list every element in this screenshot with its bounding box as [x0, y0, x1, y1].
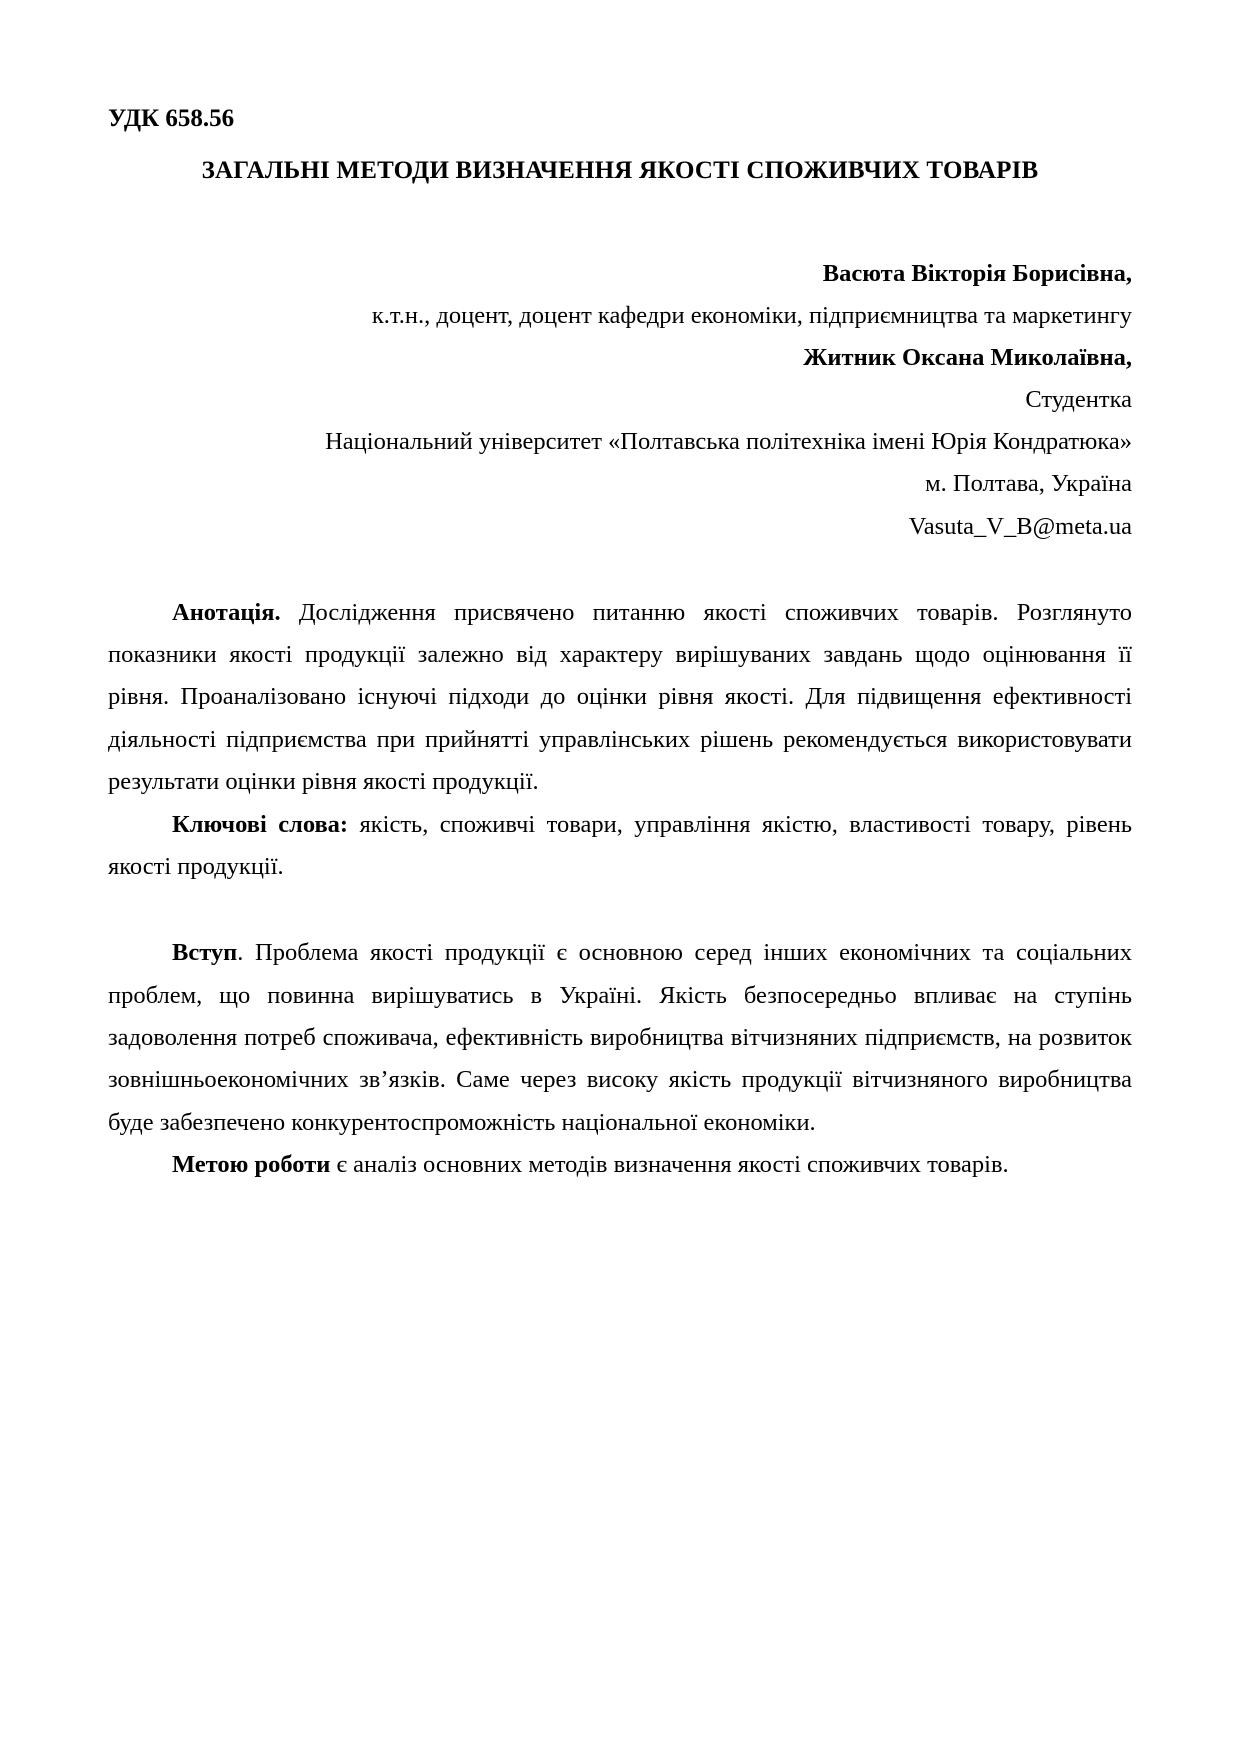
purpose-label: Метою роботи — [172, 1151, 331, 1179]
intro-paragraph — [108, 932, 1132, 1144]
abstract-section — [108, 592, 1132, 889]
page-title: ЗАГАЛЬНІ МЕТОДИ ВИЗНАЧЕННЯ ЯКОСТІ СПОЖИВЧИХ ТОВАРІВ — [201, 157, 1039, 184]
author-email: Vasuta_V_B@meta.ua — [908, 512, 1132, 540]
abstract-label: Анотація. — [172, 598, 281, 626]
purpose-text: є аналіз основних методів визначення якості споживчих товарів. — [330, 1151, 1009, 1179]
affiliation-city: м. Полтава, Україна — [925, 470, 1132, 498]
keywords-text: якість, споживчі товари, управління якістю, властивості товару, рівень якості продукції. — [108, 810, 1132, 880]
author-1-role: к.т.н., доцент, доцент кафедри економіки, підприємництва та маркетингу — [371, 301, 1132, 329]
abstract-text: Дослідження присвячено питанню якості споживчих товарів. Розглянуто показники якості продукції залежно від характеру вирішуваних завдань щодо оцінювання її рівня. Проаналізовано існуючі підходи до оцінки рівня якості. Для підвищення ефективності діяльності підприємства при прийнятті управлінських рішень рекомендується використовувати результати оцінки рівня якості продукції. — [108, 598, 1132, 796]
affiliation-university: Національний університет «Полтавська політехніка імені Юрія Кондратюка» — [325, 428, 1132, 456]
section-spacer — [108, 888, 1132, 932]
intro-section — [108, 932, 1132, 1186]
intro-label: Вступ — [172, 939, 238, 967]
purpose-paragraph — [108, 1144, 1132, 1186]
author-1-name: Васюта Вікторія Борисівна, — [822, 259, 1132, 287]
udk-code: УДК 658.56 — [108, 105, 235, 132]
keywords-label: Ключові слова: — [172, 810, 349, 838]
author-2-name: Житник Оксана Миколаївна, — [803, 344, 1132, 371]
abstract-paragraph — [108, 592, 1132, 804]
author-block — [108, 253, 1132, 422]
affiliation-block — [108, 421, 1132, 547]
keywords-paragraph — [108, 804, 1132, 889]
intro-text: . Проблема якості продукції є основною серед інших економічних та соціальних проблем, що повинна вирішуватись в Україні. Якість безпосередньо впливає на ступінь задоволення потреб споживача, ефективність виробництва вітчизняних підприємств, на розвиток зовнішньоекономічних зв’язків. Саме через високу якість продукції вітчизняного виробництва буде забезпечено конкурентоспроможність національної економіки. — [108, 939, 1132, 1136]
author-2-role: Студентка — [1025, 386, 1132, 414]
